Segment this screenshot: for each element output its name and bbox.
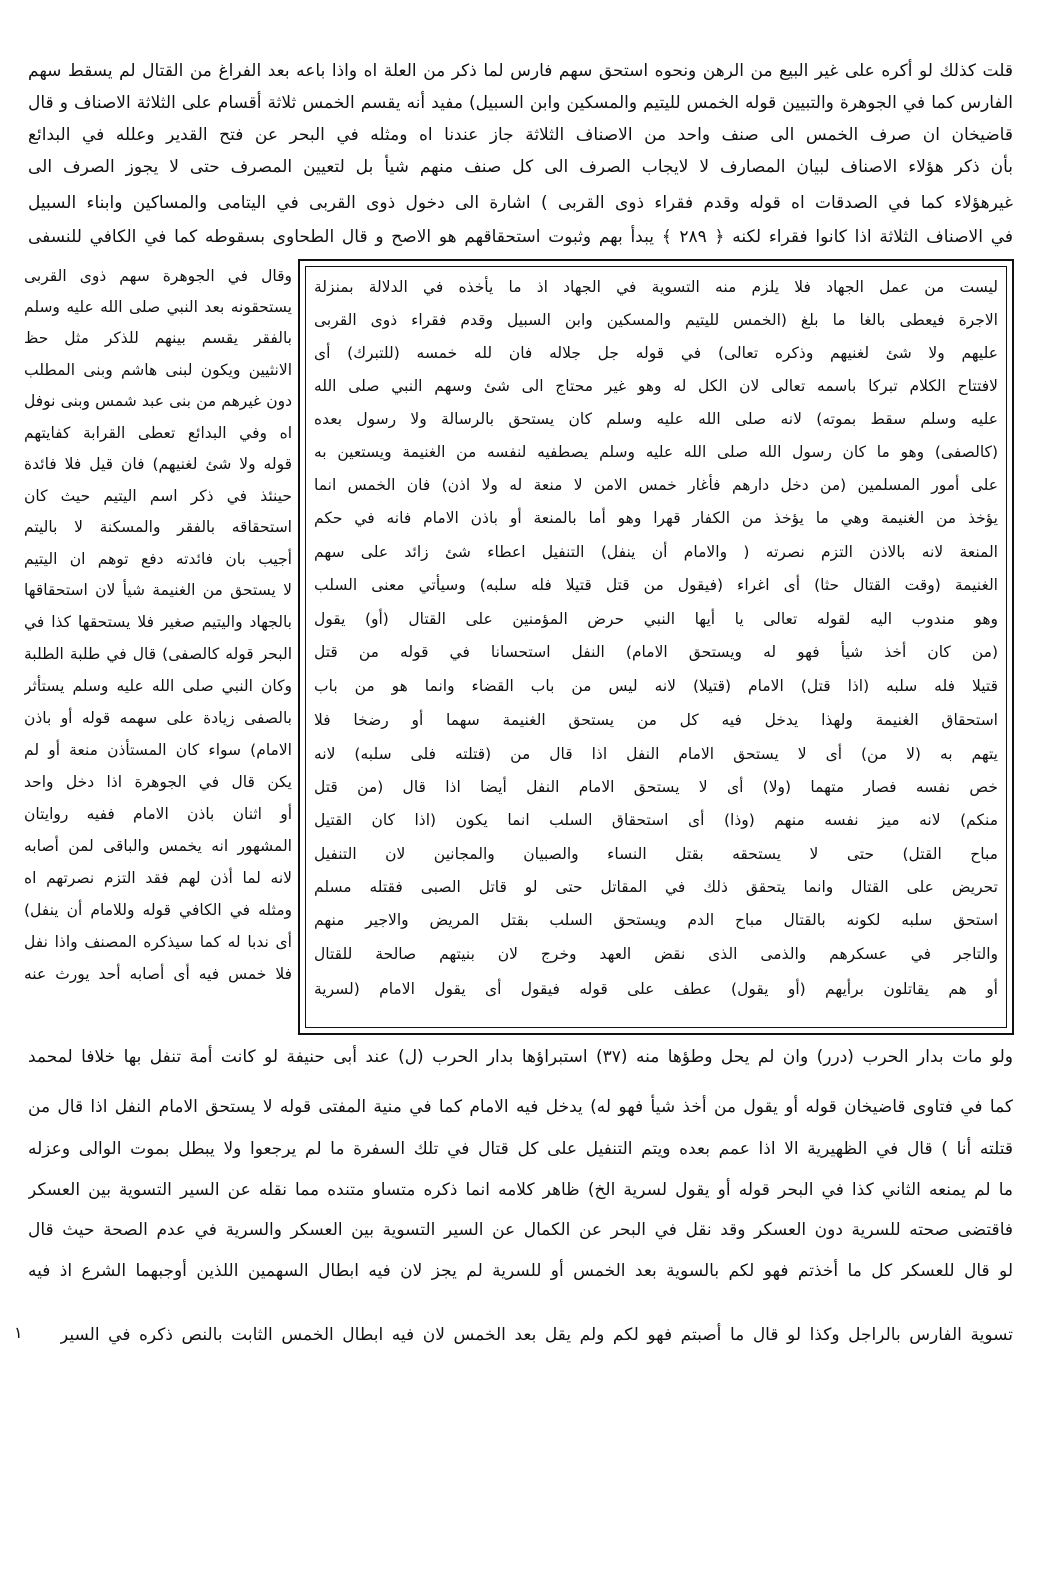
text-line: حينئذ في ذكر اسم اليتيم حيث كان <box>24 487 292 505</box>
text-line: مباح القتل) حتى لا يستحقه بقتل النساء والصبيان والمجانين لان التنفيل <box>314 845 998 863</box>
text-line: عليه وسلم سقط بموته) لانه صلى الله عليه وسلم كان يستحق بالرسالة ولا رسول بعده <box>314 410 998 428</box>
text-line: لو قال للعسكر كل ما أخذتم فهو لكم بالسوية بعد الخمس أو للسرية لم يجز لان فيه ابطال السهمين اللذين أوجبهما الشرع اذ فيه <box>28 1261 1013 1281</box>
text-line: قلت كذلك لو أكره على غير البيع من الرهن ونحوه استحق سهم فارس لما ذكر من العلة اه واذا باعه بعد الفراغ من القتال لم يسقط سهم <box>28 61 1013 81</box>
text-line: والتاجر في عسكرهم والذمى الذى نقض العهد وخرج لان بنيتهم صالحة للقتال <box>314 945 998 963</box>
text-line: لا يستحق من الغنيمة شيأ لان استحقاقها <box>24 581 292 599</box>
text-line: أى ندبا له كما سيذكره المصنف واذا نفل <box>24 933 292 951</box>
text-line: خص نفسه فصار متهما (ولا) أى لا يستحق الامام النفل أيضا اذا قال (من قتل <box>314 778 998 796</box>
text-line: يكن قال في الجوهرة اذا دخل واحد <box>24 773 292 791</box>
text-line: لانه لما أذن لهم فقد التزم نصرتهم اه <box>24 869 292 887</box>
text-line: لافتتاح الكلام تبركا باسمه تعالى لان الكل له وهو غير محتاج الى شئ وسهم النبي صلى الله <box>314 377 998 395</box>
text-line: البحر قوله كالصفى) قال في طلبة الطلبة <box>24 645 292 663</box>
text-line: وكان النبي صلى الله عليه وسلم يستأثر <box>24 677 292 695</box>
text-line: بأن ذكر هؤلاء الاصناف لبيان المصارف لا لايجاب الصرف الى كل صنف منهم شيأ بل لتعيين المصرف حتى لا يجوز الصرف الى <box>28 157 1013 177</box>
text-line: غيرهؤلاء كما في الصدقات اه قوله وقدم فقراء ذوى القربى ) اشارة الى دخول ذوى القربى في اليتامى والمساكين وابناء السبيل <box>28 193 1013 213</box>
text-line: تسوية الفارس بالراجل وكذا لو قال ما أصبتم فهو لكم ولم يقل بعد الخمس لان فيه ابطال الخمس الثابت بالنص ذكره في السير <box>60 1325 1013 1345</box>
text-line: ليست من عمل الجهاد فلا يلزم منه التسوية في الجهاد اذ ما يأخذه في الدلالة بمنزلة <box>314 278 998 296</box>
text-line: منكم) لانه ميز نفسه منهم (وذا) أى استحقاق السلب انما يكون (اذا كان القتيل <box>314 811 998 829</box>
text-line: الغنيمة (وقت القتال حثا) أى اغراء (فيقول من قتل قتيلا فله سلبه) وسيأتي معنى السلب <box>314 576 998 594</box>
text-line: فاقتضى صحته للسرية دون العسكر وقد نقل في البحر عن الكمال عن السير التسوية بين العسكر والسرية في عدم الصحة حيث قال <box>28 1220 1013 1240</box>
text-line: ولو مات بدار الحرب (درر) وان لم يحل وطؤها منه (٣٧) استبراؤها بدار الحرب (ل) عند أبى حنيفة لو كانت أمة تنفل بها خلافا لمحمد <box>28 1047 1013 1067</box>
text-line: استحقاق الغنيمة ولهذا يدخل فيه كل من يستحق الغنيمة سهما أو رضخا فلا <box>314 711 998 729</box>
text-line: يستحقونه بعد النبي صلى الله عليه وسلم <box>24 298 292 316</box>
text-line: اه وفي البدائع تعطى القرابة كفايتهم <box>24 424 292 442</box>
text-line: بالصفى زيادة على سهمه قوله أو باذن <box>24 709 292 727</box>
text-line: (كالصفى) وهو ما كان رسول الله صلى الله عليه وسلم يصطفيه لنفسه من الغنيمة ويستعين به <box>314 443 998 461</box>
text-line: (من كان أخذ شيأ فهو له ويستحق الامام) النفل استحسانا في قوله من قتل <box>314 643 998 661</box>
text-line: استحق سلبه لكونه بالقتال مباح الدم ويستحق السلب بقتل المريض والاجير منهم <box>314 911 998 929</box>
text-line: المنعة لانه بالاذن التزم نصرته ( والامام أن ينفل) التنفيل اعطاء شئ زائد على سهم <box>314 543 998 561</box>
text-line: استحقاقه بالفقر والمسكنة لا باليتم <box>24 518 292 536</box>
text-line: أو اثنان باذن الامام ففيه روايتان <box>24 805 292 823</box>
text-line: الاجرة فيعطى بالغا ما بلغ (الخمس لليتيم والمسكين وابن السبيل وقدم فقراء ذوى القربى <box>314 311 998 329</box>
text-line: ما لم يمنعه الثاني كذا في البحر قوله أو يقول لسرية الخ) ظاهر كلامه انما ذكره متساو متنده مما نقله عن السير التسوية بين العسكر <box>28 1180 1013 1200</box>
text-line: الامام) سواء كان المستأذن منعة أو لم <box>24 741 292 759</box>
text-line: يتهم به (لا من) أى لا يستحق الامام النفل اذا قال من (قتلته فلى سلبه) لانه <box>314 745 998 763</box>
text-line: كما في فتاوى قاضيخان قوله أو يقول من أخذ شيأ فهو له) يدخل فيه الامام كما في منية المفتى قوله لا يستحق الامام النفل اذا قال من <box>28 1097 1013 1117</box>
text-line: الفارس كما في الجوهرة والتبيين قوله الخمس لليتيم والمسكين وابن السبيل) مفيد أنه يقسم الخمس ثلاثة أقسام على الثلاثة الاصناف و قال <box>28 93 1013 113</box>
text-line: تحريض على القتال وانما يتحقق ذلك في المقاتل حتى لو قاتل الصبى فقتله مسلم <box>314 878 998 896</box>
text-line: المشهور انه يخمس والباقى لمن أصابه <box>24 837 292 855</box>
text-line: أو هم يقاتلون برأيهم (أو يقول) عطف على قوله فيقول أى يقول الامام (لسرية <box>314 980 998 998</box>
text-line: قتيلا فله سلبه (اذا قتل) الامام (قتيلا) لانه ليس من باب القضاء وانما هو من باب <box>314 677 998 695</box>
text-line: الانثيين ويكون لبنى هاشم وبنى المطلب <box>24 361 292 379</box>
text-line: وقال في الجوهرة سهم ذوى القربى <box>24 267 292 285</box>
text-line: قوله ولا شئ لغنيهم) فان قيل فلا فائدة <box>24 455 292 473</box>
text-line: وهو مندوب اليه لقوله تعالى يا أيها النبي حرض المؤمنين على القتال (أو) يقول <box>314 610 998 628</box>
text-line: فلا خمس فيه أى أصابه أحد يورث عنه <box>24 965 292 983</box>
margin-marker: ١ <box>14 1323 23 1342</box>
text-line: قاضيخان ان صرف الخمس الى صنف واحد من الاصناف الثلاثة جاز عندنا اه ومثله في البحر عن فتح القدير وعلله في البدائع <box>28 125 1013 145</box>
text-line: في الاصناف الثلاثة اذا كانوا فقراء لكنه ﴿ ٢٨٩ ﴾ يبدأ بهم وثبوت استحقاقهم هو الاصح و قال الطحاوى بسقوطه كما في الكافي للنسفى <box>28 227 1013 247</box>
text-line: ومثله في الكافي قوله وللامام أن ينفل) <box>24 901 292 919</box>
text-line: على أمور المسلمين (من دخل دارهم فأغار خمس الامن لا منعة له ولا اذن) فان الخمس انما <box>314 476 998 494</box>
text-line: أجيب بان فائدته دفع توهم ان اليتيم <box>24 550 292 568</box>
text-line: دون غيرهم من بنى عبد شمس وبنى نوفل <box>24 392 292 410</box>
text-line: يؤخذ من الغنيمة وهي ما يؤخذ من الكفار قهرا وهو أما بالمنعة أو باذن الامام فانه في حكم <box>314 509 998 527</box>
text-line: قتلته أنا ) قال في الظهيرية الا اذا عمم بعده ويتم التنفيل على كل قتال في تلك السفرة ما لم يرجعوا ولا يبطل بموت الوالى وعزله <box>28 1139 1013 1159</box>
text-line: عليهم ولا شئ لغنيهم وذكره تعالى) في قوله جل جلاله فان لله خمسه (للتبرك) أى <box>314 344 998 362</box>
text-line: بالفقر يقسم بينهم للذكر مثل حظ <box>24 329 292 347</box>
text-line: بالجهاد واليتيم صغير فلا يستحقها كذا في <box>24 613 292 631</box>
